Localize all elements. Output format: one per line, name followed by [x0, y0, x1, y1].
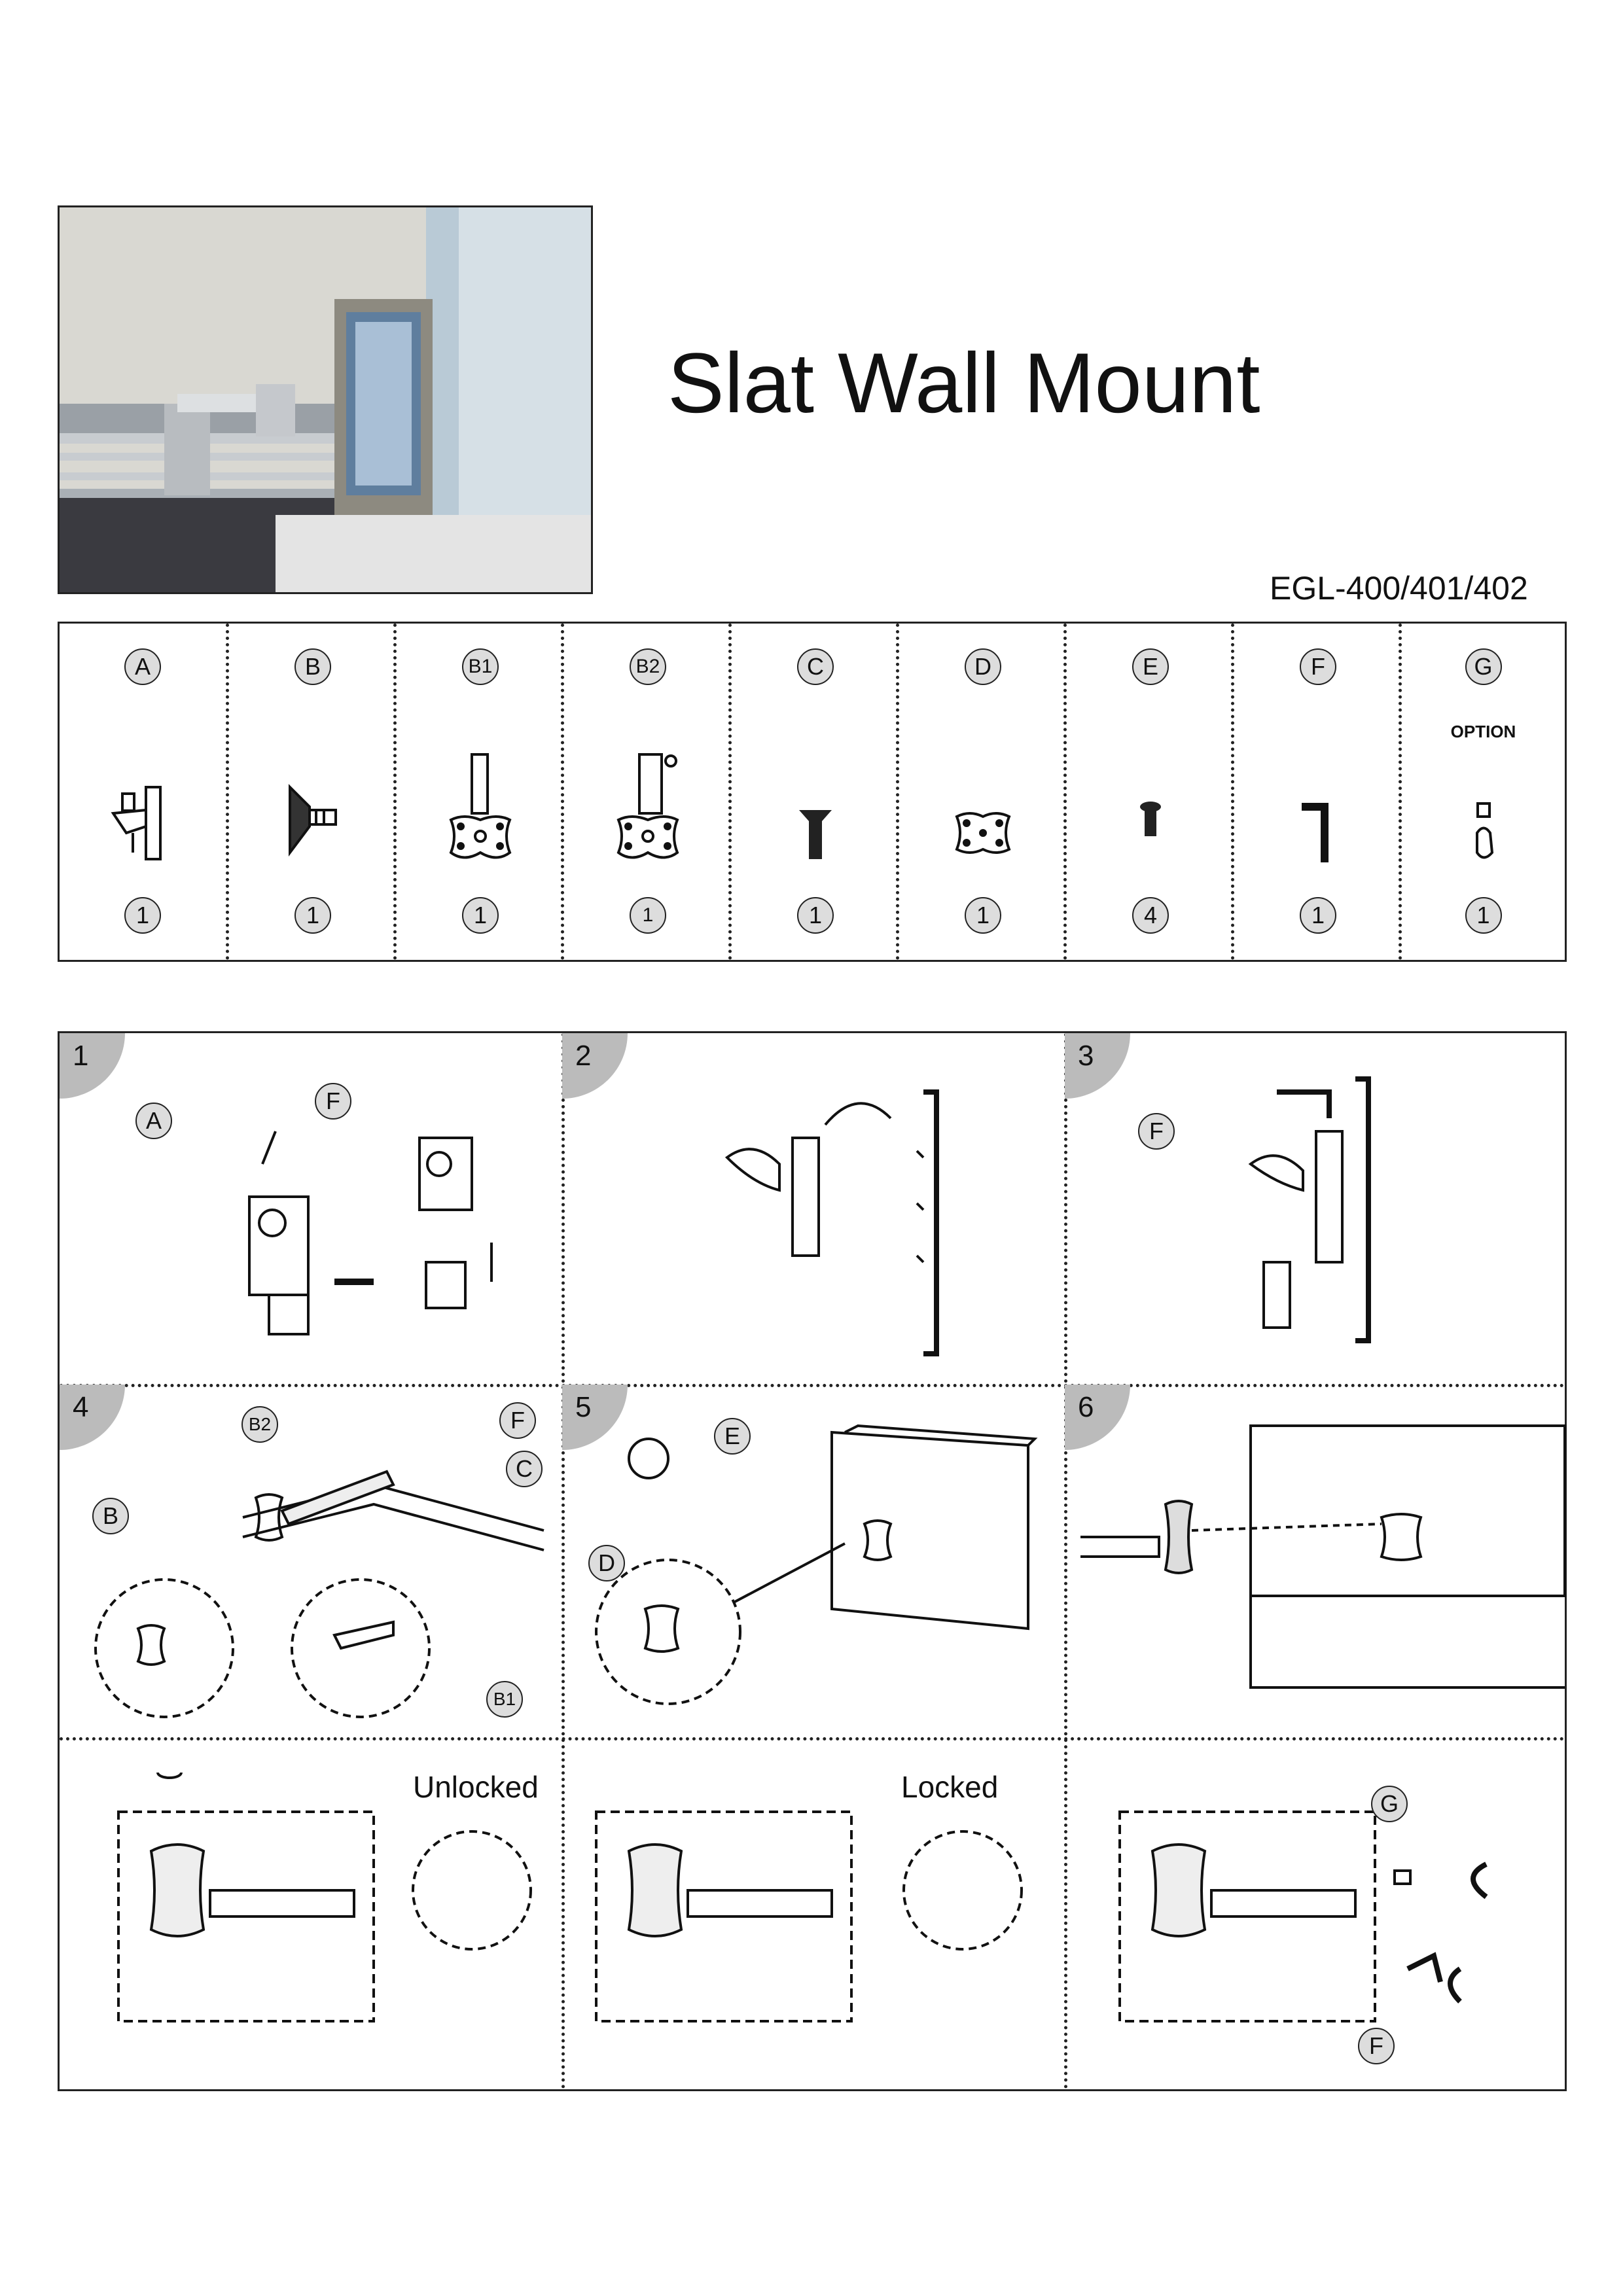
- step-1-number: 1: [60, 1033, 125, 1099]
- monitor-screw-icon: [1101, 754, 1200, 872]
- locked-label: Locked: [901, 1770, 999, 1804]
- step-1-label-f: F: [315, 1083, 351, 1120]
- step-6-illustration: [1080, 1400, 1565, 1727]
- part-qty: 1: [965, 897, 1001, 934]
- part-e: [1063, 624, 1234, 960]
- part-id: D: [965, 648, 1001, 685]
- part-id: B: [294, 648, 331, 685]
- countersunk-screw-icon: [766, 754, 865, 872]
- step-5-illustration: [583, 1413, 1067, 1727]
- part-id: B1: [462, 648, 499, 685]
- vesa-plate-short-arm-icon: [431, 754, 529, 872]
- part-f: [1231, 624, 1402, 960]
- part-b2: [561, 624, 732, 960]
- swivel-head-icon: [264, 754, 362, 872]
- step-3-illustration: [1251, 1059, 1447, 1386]
- step-5-label-d: D: [588, 1545, 625, 1581]
- page-title: Slat Wall Mount: [668, 335, 1260, 431]
- parts-list: [58, 622, 1567, 962]
- step-3-label-f: F: [1138, 1113, 1175, 1150]
- model-number: EGL-400/401/402: [1270, 570, 1528, 607]
- wall-bracket-icon: [94, 754, 192, 872]
- vesa-adapter-plate-icon: [934, 754, 1032, 872]
- part-d: [896, 624, 1067, 960]
- vesa-plate-long-arm-icon: [599, 754, 697, 872]
- assembly-steps: [58, 1031, 1567, 2091]
- part-qty: 1: [797, 897, 834, 934]
- step-5-number: 5: [562, 1385, 628, 1450]
- lock-label-g: G: [1371, 1786, 1408, 1822]
- unlocked-label: Unlocked: [413, 1770, 539, 1804]
- step-4-label-b1: B1: [486, 1681, 523, 1718]
- step-1-label-a: A: [135, 1103, 172, 1139]
- step-4-label-b: B: [92, 1498, 129, 1534]
- part-g: [1399, 624, 1565, 960]
- part-b1: [393, 624, 564, 960]
- part-qty: 4: [1132, 897, 1169, 934]
- step-2-number: 2: [562, 1033, 628, 1099]
- option-note: OPTION: [1450, 722, 1516, 741]
- part-id: G: [1465, 648, 1502, 685]
- step-1-illustration: [177, 1112, 544, 1373]
- step-4-number: 4: [60, 1385, 125, 1450]
- step-6-number: 6: [1065, 1385, 1130, 1450]
- lock-label-f: F: [1358, 2028, 1395, 2064]
- part-qty: 1: [462, 897, 499, 934]
- step-4-label-b2: B2: [241, 1406, 278, 1443]
- step-5-label-e: E: [714, 1418, 751, 1455]
- part-b: [226, 624, 397, 960]
- part-id: E: [1132, 648, 1169, 685]
- product-photo: [58, 205, 593, 594]
- unlocked-illustration: [118, 1759, 537, 2074]
- allen-key-icon: [1269, 754, 1367, 872]
- part-id: A: [124, 648, 161, 685]
- part-id: F: [1300, 648, 1336, 685]
- part-qty: 1: [1465, 897, 1502, 934]
- step-4-illustration: [86, 1426, 557, 1727]
- locked-illustration: [596, 1759, 1015, 2074]
- part-qty: 1: [294, 897, 331, 934]
- part-qty: 1: [124, 897, 161, 934]
- part-qty: 1: [630, 897, 666, 934]
- part-qty: 1: [1300, 897, 1336, 934]
- step-3-number: 3: [1065, 1033, 1130, 1099]
- part-c: [728, 624, 899, 960]
- part-a: [60, 624, 226, 960]
- part-id: B2: [630, 648, 666, 685]
- step-2-illustration: [727, 1072, 1054, 1373]
- security-lock-illustration: [1120, 1759, 1552, 2074]
- step-4-label-f: F: [499, 1402, 536, 1439]
- security-lock-icon: [1435, 754, 1533, 872]
- step-4-label-c: C: [506, 1451, 543, 1487]
- part-id: C: [797, 648, 834, 685]
